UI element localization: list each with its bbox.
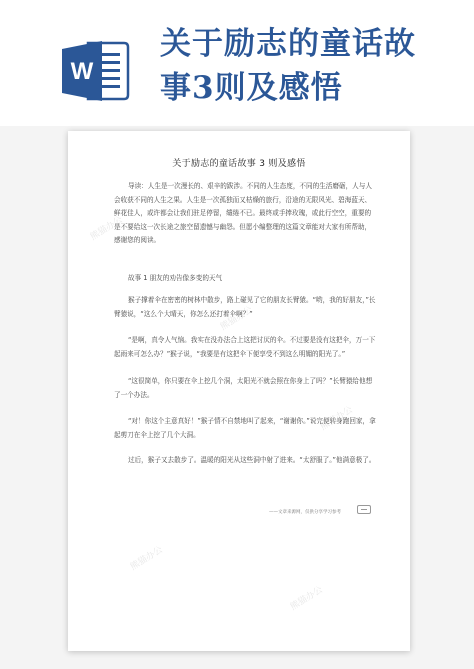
page-header xyxy=(0,0,474,126)
source-note: ——文章来源网，仅供分享学习参考 xyxy=(269,510,341,515)
title-line-2: 事3则及感悟 xyxy=(160,70,343,106)
page-title xyxy=(160,22,416,110)
watermark: 熊猫办公 xyxy=(128,544,165,573)
intro-paragraph: 导读：人生是一次漫长的、艰辛的跋涉。不同的人生态度，不同的生活磨砺，人与人会收获不同的人生之果。人生是一次孤独而又枯燥的旅行，沿途的无限风光、碧海蓝天、鲜花佳人，或许都会让我们驻足停留，缱绻不已。最终或手捧玫瑰，或此行空空，重要的是不要给这一次长途之旅空留遗憾与幽怨。但愿小编整理的这篇文章能对大家有所帮助，感谢您的阅读。 xyxy=(114,182,372,244)
watermark: 熊猫办公 xyxy=(218,304,255,333)
document-title: 关于励志的童话故事 3 则及感悟 xyxy=(172,159,306,169)
watermark: 熊猫办公 xyxy=(88,214,125,243)
story-paragraph: “这很简单，你只要在伞上挖几个洞，太阳光不就会照在你身上了吗？”长臂猿给他想了一个办法。 xyxy=(114,377,373,399)
story-heading: 故事 1 朋友的劝告像多变的天气 xyxy=(128,274,223,282)
watermark: 熊猫办公 xyxy=(288,584,325,613)
svg-text:W: W xyxy=(70,58,94,85)
story-paragraph: “是啊，真令人气恼。我实在没办法合上这把讨厌的伞。不过要是没有这把伞，万一下起雨来可怎么办？”猴子说，“我要是有这把伞下便享受不到这么明媚的阳光了。” xyxy=(114,336,376,358)
story-paragraph: 猴子撑着伞在密密的树林中散步，路上碰见了它的朋友长臂猿。“哟，我的好朋友，”长臂猿说，“这么个大晴天，你怎么还打着伞啊？” xyxy=(114,296,376,318)
story-paragraph: “对！你这个主意真好！”猴子情不自禁地叫了起来，“谢谢你。”说完便转身跑回家，拿起剪刀在伞上挖了几个大洞。 xyxy=(114,417,376,439)
watermark: 熊猫办公 xyxy=(318,404,355,433)
stamp-icon xyxy=(357,505,371,514)
title-line-1: 关于励志的童话故 xyxy=(160,26,416,62)
word-document-icon xyxy=(58,33,134,109)
story-paragraph: 过后，猴子又去散步了。温暖的阳光从这些洞中射了进来。“太舒服了。”他满意极了。 xyxy=(128,456,376,464)
document-page xyxy=(68,131,410,651)
